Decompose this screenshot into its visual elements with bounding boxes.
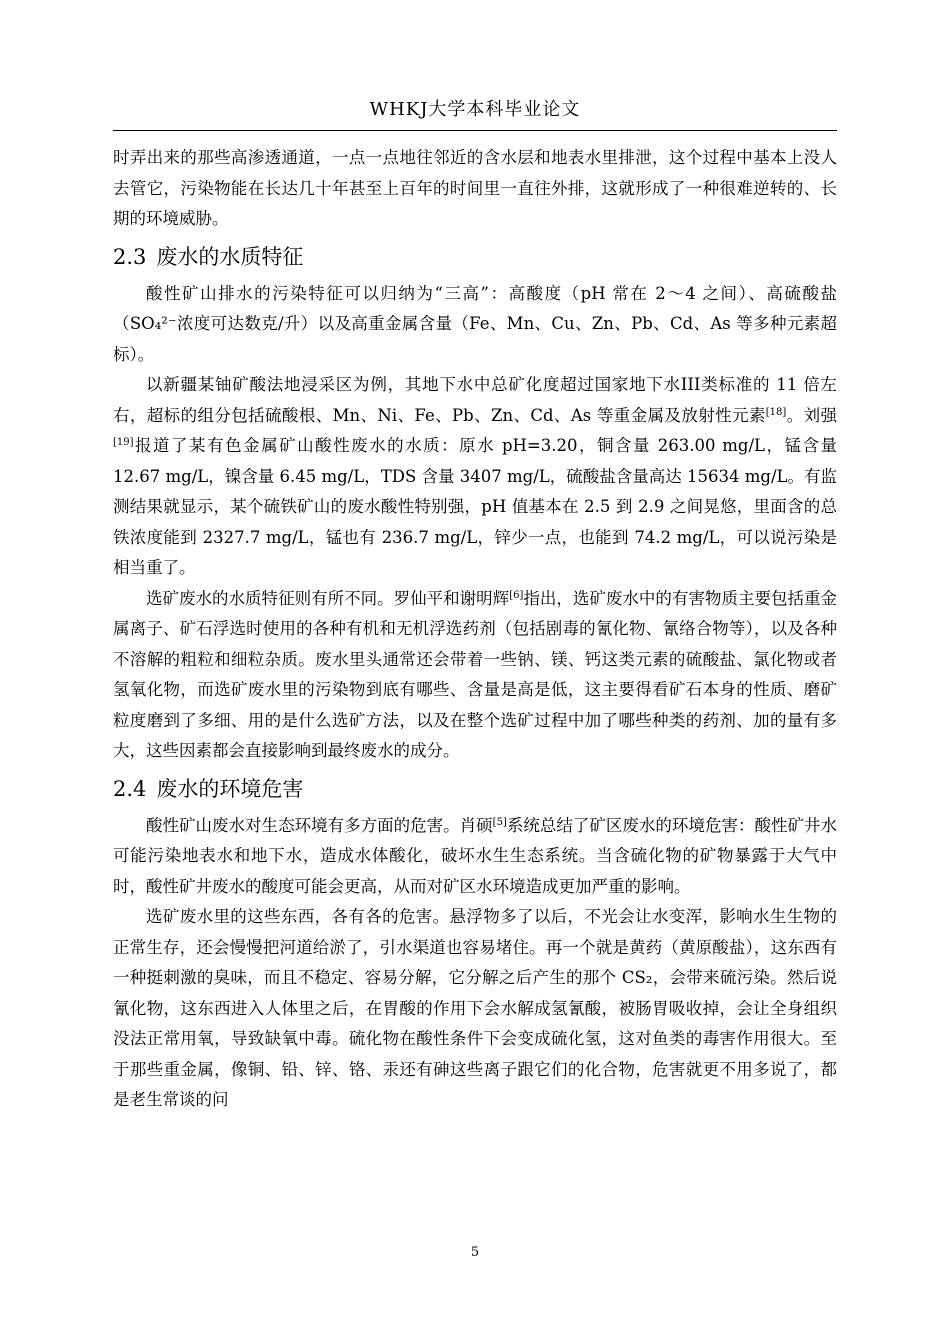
paragraph-environmental-hazards [113, 811, 837, 903]
citation-ref: [6] [509, 589, 524, 601]
paragraph-three-highs: 酸性矿山排水的污染特征可以归纳为“三高”：高酸度（pH 常在 2～4 之间）、高硫酸盐（SO₄²⁻浓度可达数克/升）以及高重金属含量（Fe、Mn、Cu、Zn、Pb、Cd、As 等多种元素超标）。 [113, 283, 837, 364]
citation-ref: [18] [765, 406, 787, 418]
paragraph-flotation-wastewater [113, 584, 837, 767]
paragraph-xinjiang-example [113, 370, 837, 584]
header-rule [113, 130, 837, 131]
citation-ref: [5] [492, 816, 507, 828]
paragraph-text: 以新疆某铀矿酸法地浸采区为例，其地下水中总矿化度超过国家地下水III类标准的 11 倍左右，超标的组分包括硫酸根、Mn、Ni、Fe、Pb、Zn、Cd、As 等重金属及放射性元素 [113, 375, 837, 425]
page-number: 5 [470, 1245, 480, 1260]
section-heading-2-3 [113, 240, 837, 274]
body-text [113, 143, 837, 1116]
section-number: 2.3 [113, 244, 147, 269]
section-title: 废水的环境危害 [156, 776, 304, 801]
section-title: 废水的水质特征 [156, 244, 304, 269]
citation-ref: [19] [113, 437, 134, 448]
paragraph-text: 。刘强 [786, 405, 837, 425]
paragraph-text: 报道了某有色金属矿山酸性废水的水质：原水 pH=3.20，铜含量 263.00 mg/L，锰含量 12.67 mg/L，镍含量 6.45 mg/L，TDS 含量 3407 mg/L，硫酸盐含量高达 15634 mg/L。有监测结果就显示，某个硫铁矿山的废水酸性特别强，pH 值基本在 2.5 到 2.9 之间晃悠，里面含的总铁浓度能到 2327.7 mg/L，锰也有 236.7 mg/L，锌少一点，也能到 74.2 mg/L，可以说污染是相当重了。 [113, 436, 837, 577]
paragraph-continued: 时弄出来的那些高渗透通道，一点一点地往邻近的含水层和地表水里排泄，这个过程中基本上没人去管它，污染物能在长达几十年甚至上百年的时间里一直往外排，这就形成了一种很难逆转的、长期的环境威胁。 [113, 148, 837, 228]
section-heading-2-4 [113, 772, 837, 806]
paragraph-text: 酸性矿山废水对生态环境有多方面的危害。肖硕 [146, 815, 493, 835]
section-number: 2.4 [113, 776, 147, 801]
running-header: WHKJ大学本科毕业论文 [369, 99, 581, 120]
paragraph-text: 选矿废水的水质特征则有所不同。罗仙平和谢明辉 [146, 588, 510, 608]
paragraph-flotation-hazards: 选矿废水里的这些东西，各有各的危害。悬浮物多了以后，不光会让水变浑，影响水生生物的正常生存，还会慢慢把河道给淤了，引水渠道也容易堵住。再一个就是黄药（黄原酸盐），这东西有一种挺刺激的臭味，而且不稳定、容易分解，它分解之后产生的那个 CS₂，会带来硫污染。然后说氰化物，这东西进入人体里之后，在胃酸的作用下会水解成氢氰酸，被肠胃吸收掉，会让全身组织没法正常用氧，导致缺氧中毒。硫化物在酸性条件下会变成硫化氢，这对鱼类的毒害作用很大。至于那些重金属，像铜、铅、锌、铬、汞还有砷这些离子跟它们的化合物，危害就更不用多说了，都是老生常谈的问 [113, 907, 837, 1109]
paragraph-text: 指出，选矿废水中的有害物质主要包括重金属离子、矿石浮选时使用的各种有机和无机浮选药剂（包括剧毒的氰化物、氰络合物等），以及各种不溶解的粗粒和细粒杂质。废水里头通常还会带着一些钠、镁、钙这类元素的硫酸盐、氯化物或者氢氧化物，而选矿废水里的污染物到底有哪些、含量是高是低，这主要得看矿石本身的性质、磨矿粒度磨到了多细、用的是什么选矿方法，以及在整个选矿过程中加了哪些种类的药剂、加的量有多大，这些因素都会直接影响到最终废水的成分。 [113, 588, 838, 760]
paragraph-text: 系统总结了矿区废水的环境危害：酸性矿井水可能污染地表水和地下水，造成水体酸化，破坏水生生态系统。当含硫化物的矿物暴露于大气中时，酸性矿井废水的酸度可能会更高，从而对矿区水环境造成更加严重的影响。 [113, 815, 838, 896]
